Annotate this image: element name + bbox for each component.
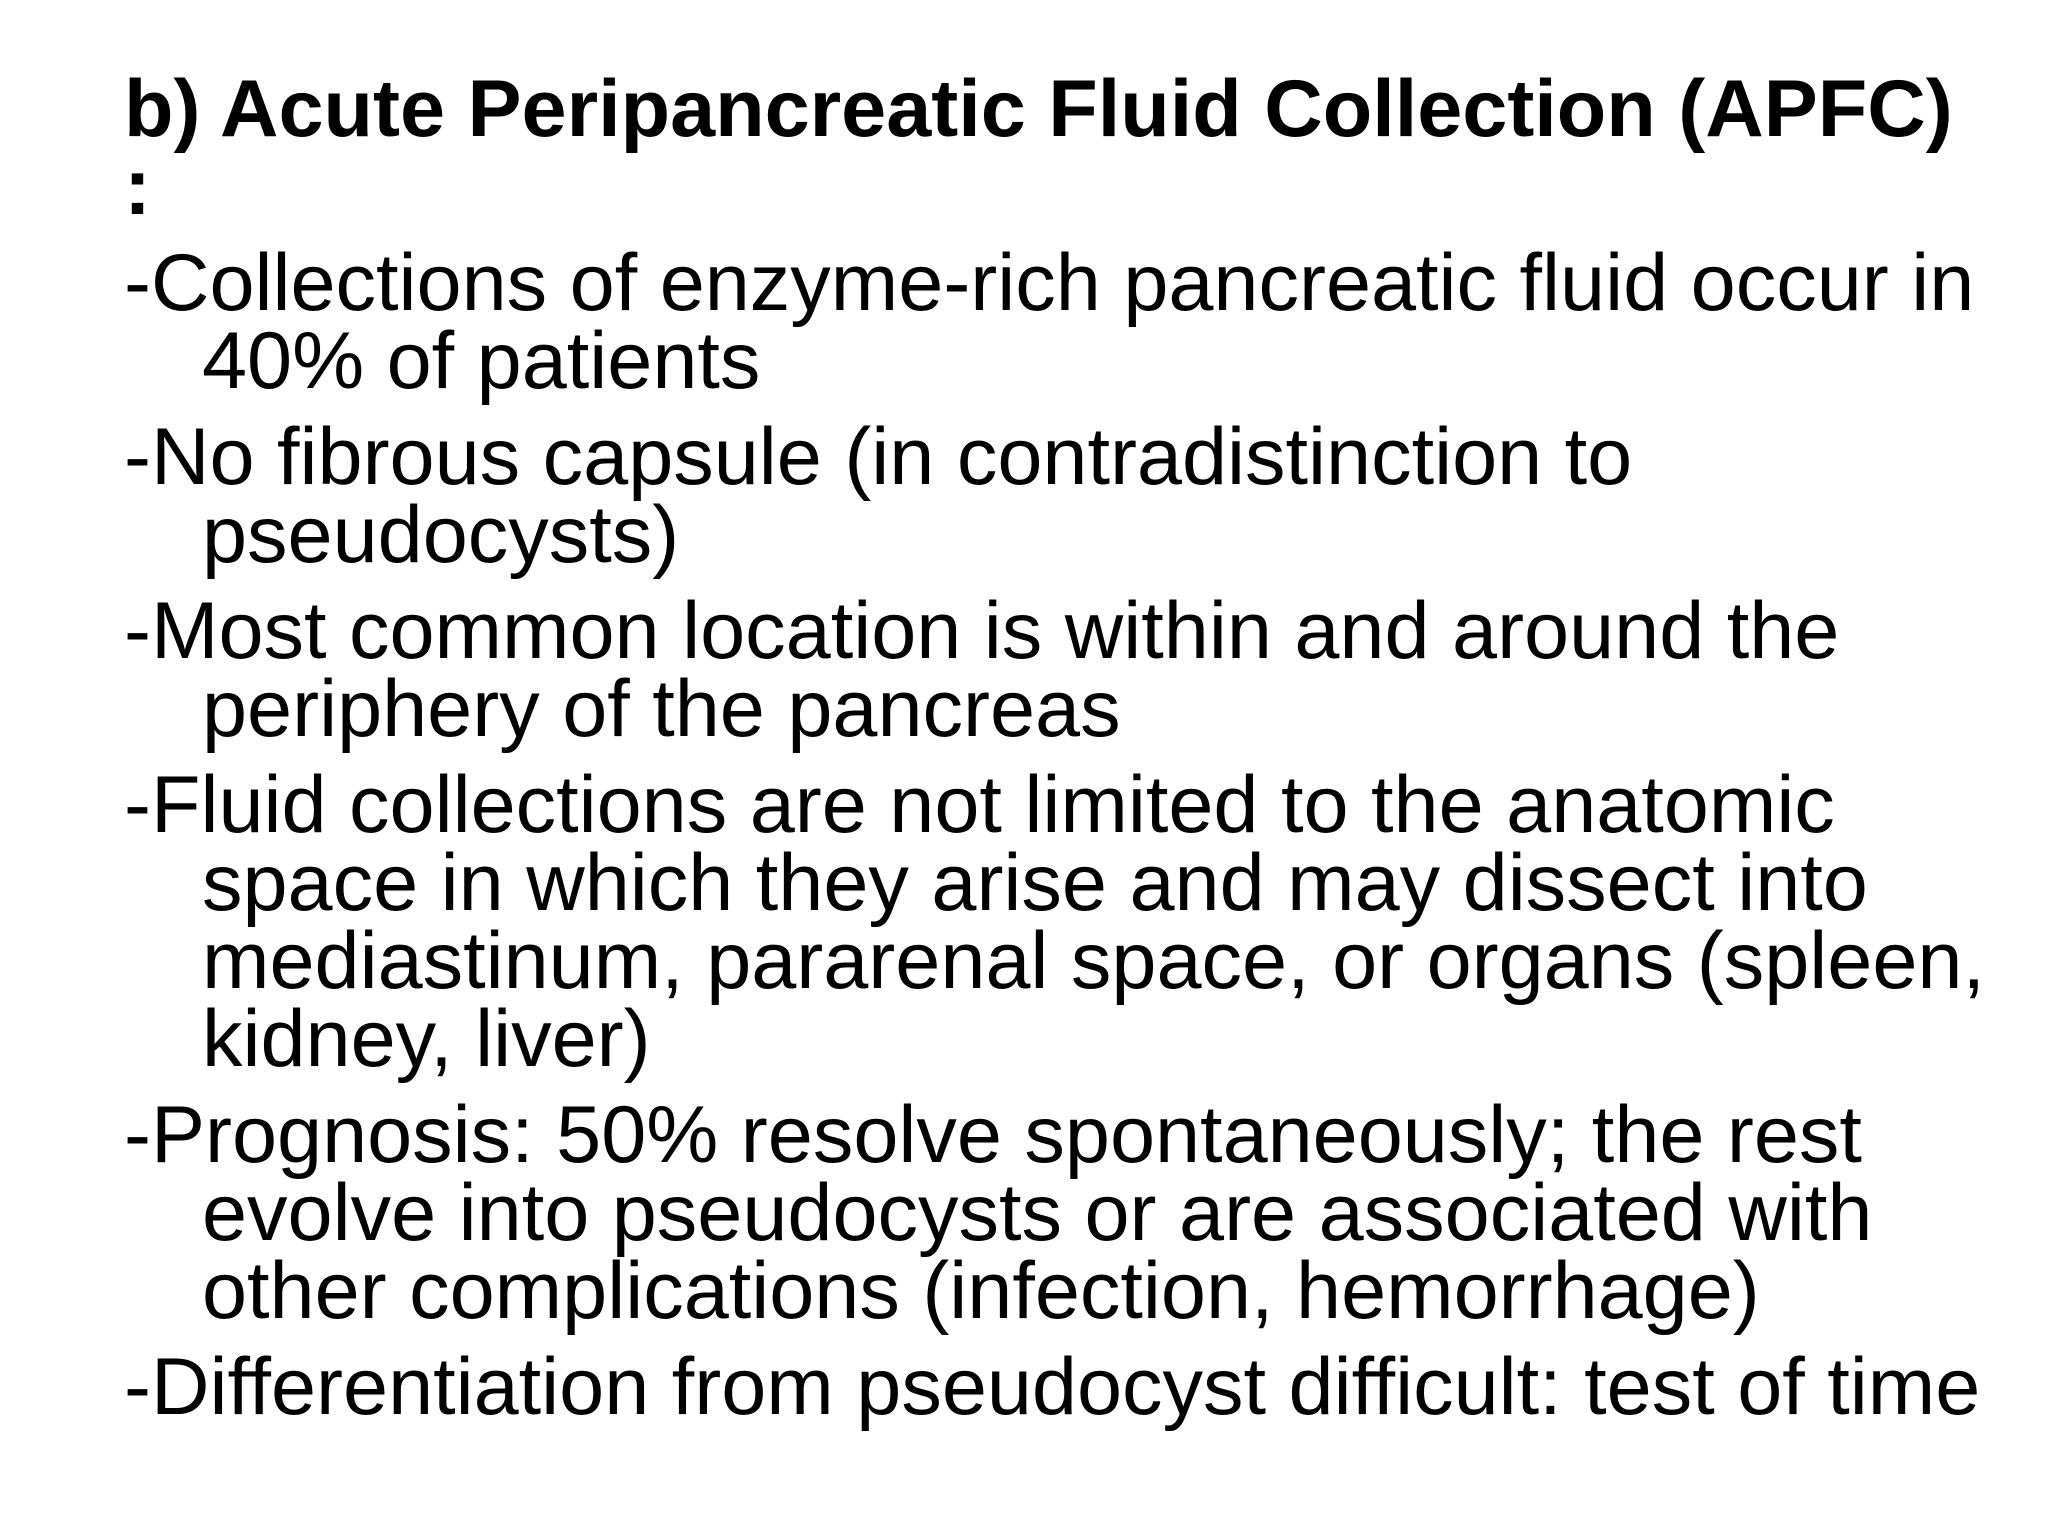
bullet-item-dissection: -Fluid collections are not limited to the anatomic space in which they arise and may dissect into mediastinum, pararenal space, or organs (spleen, kidney, liver) xyxy=(124,760,1985,1084)
bullet-item-collections: -Collections of enzyme-rich pancreatic fluid occur in 40% of patients xyxy=(124,238,1975,406)
bullet-list xyxy=(124,238,2004,1444)
slide-title-colon: : xyxy=(124,142,151,232)
bullet-item-location: -Most common location is within and around the periphery of the pancreas xyxy=(124,586,1840,754)
bullet-item-capsule: -No fibrous capsule (in contradistinction to pseudocysts) xyxy=(124,412,1633,580)
bullet-item-differentiation: -Differentiation from pseudocyst difficult: test of time xyxy=(124,1342,1981,1432)
slide-title xyxy=(124,64,2048,232)
slide-title-text: b) Acute Peripancreatic Fluid Collection (APFC) xyxy=(124,64,1953,154)
bullet-item-prognosis: -Prognosis: 50% resolve spontaneously; the rest evolve into pseudocysts or are associated with other complications (infection, hemorrhage) xyxy=(124,1090,1873,1336)
